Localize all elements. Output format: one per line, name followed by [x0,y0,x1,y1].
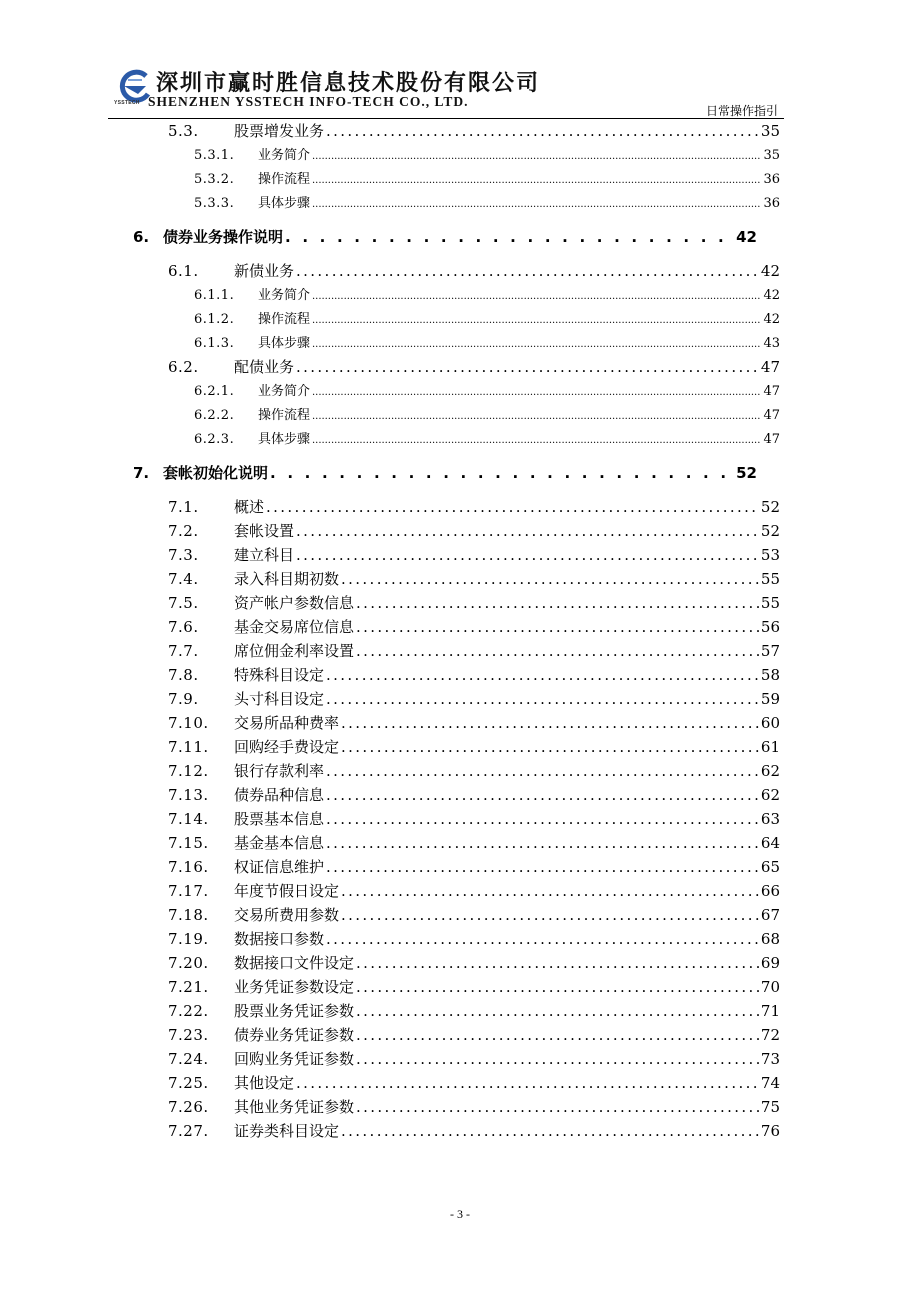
toc-entry-title: 特殊科目设定 [234,666,325,684]
toc-entry-number: 7.19. [168,930,209,948]
toc-entry-page: 42 [763,288,780,303]
toc-entry[interactable] [168,1072,780,1093]
toc-dot-leader [341,714,759,732]
toc-entry-number: 5.3.3. [194,196,235,211]
toc-entry[interactable] [168,544,780,565]
toc-entry-title: 债券品种信息 [234,786,325,804]
toc-entry-title: 资产帐户参数信息 [234,594,355,612]
toc-dot-leader [356,642,759,660]
toc-entry[interactable] [168,880,780,901]
toc-entry-title: 债券业务操作说明 [163,228,284,246]
toc-entry-number: 6.2.3. [194,432,235,447]
toc-dot-leader [326,690,759,708]
toc-entry-page: 67 [760,906,780,924]
toc-entry-number: 7.24. [168,1050,209,1068]
toc-dot-leader [326,786,759,804]
toc-dot-leader [296,358,759,376]
toc-entry[interactable] [168,356,780,377]
toc-entry-page: 42 [736,228,757,246]
toc-entry-title: 套帐设置 [234,522,295,540]
toc-entry[interactable] [168,260,780,281]
toc-entry-number: 7.6. [168,618,199,636]
toc-entry[interactable] [168,1024,780,1045]
toc-dot-leader [356,1050,759,1068]
toc-entry-number: 7.2. [168,522,199,540]
toc-entry[interactable] [168,568,780,589]
toc-entry-title: 银行存款利率 [234,762,325,780]
toc-entry[interactable] [168,496,780,517]
toc-entry[interactable] [168,592,780,613]
toc-entry-number: 7.22. [168,1002,209,1020]
toc-dot-leader [312,148,761,163]
toc-entry-page: 47 [760,358,780,376]
toc-entry-title: 债券业务凭证参数 [234,1026,355,1044]
toc-entry-page: 58 [760,666,780,684]
toc-entry-title: 录入科目期初数 [234,570,340,588]
toc-entry-page: 68 [760,930,780,948]
toc-entry[interactable] [168,520,780,541]
toc-entry-page: 57 [760,642,780,660]
logo-tag: YSSTECH [114,100,140,106]
toc-entry-page: 55 [760,570,780,588]
toc-entry-page: 74 [760,1074,780,1092]
toc-entry-title: 业务简介 [258,384,311,399]
toc-entry-number: 7.23. [168,1026,209,1044]
toc-entry-page: 55 [760,594,780,612]
toc-dot-leader [356,1098,759,1116]
toc-entry-page: 35 [760,122,780,140]
toc-entry-title: 交易所品种费率 [234,714,340,732]
toc-dot-leader [270,464,734,482]
toc-entry-title: 具体步骤 [258,336,311,351]
toc-entry-number: 7.1. [168,498,199,516]
toc-entry-number: 6.1.3. [194,336,235,351]
toc-dot-leader [326,666,759,684]
toc-entry[interactable] [168,808,780,829]
toc-entry-number: 7.13. [168,786,209,804]
toc-entry-number: 7.15. [168,834,209,852]
toc-dot-leader [312,312,761,327]
toc-dot-leader [326,930,759,948]
toc-entry-title: 套帐初始化说明 [163,464,269,482]
toc-entry-title: 数据接口参数 [234,930,325,948]
toc-entry-page: 71 [760,1002,780,1020]
toc-dot-leader [326,122,759,140]
toc-entry[interactable] [194,380,780,399]
toc-entry[interactable] [194,192,780,211]
toc-entry-number: 5.3.1. [194,148,235,163]
toc-entry[interactable] [168,856,780,877]
toc-entry-number: 6. [133,228,150,246]
toc-entry-page: 59 [760,690,780,708]
toc-entry-number: 7.14. [168,810,209,828]
toc-entry-page: 64 [760,834,780,852]
toc-dot-leader [356,618,759,636]
toc-entry-title: 建立科目 [234,546,295,564]
toc-entry-number: 7.26. [168,1098,209,1116]
toc-entry-number: 5.3.2. [194,172,235,187]
toc-entry[interactable] [168,120,780,141]
toc-entry-page: 66 [760,882,780,900]
toc-entry[interactable] [168,904,780,925]
toc-entry[interactable] [133,462,757,483]
toc-entry-title: 具体步骤 [258,196,311,211]
toc-entry-page: 42 [760,262,780,280]
toc-entry-page: 47 [763,384,780,399]
toc-entry[interactable] [194,144,780,163]
toc-entry-title: 交易所费用参数 [234,906,340,924]
toc-dot-leader [356,978,759,996]
toc-dot-leader [312,196,761,211]
toc-entry[interactable] [194,284,780,303]
toc-entry-title: 新债业务 [234,262,295,280]
toc-entry-number: 7.11. [168,738,209,756]
toc-entry-number: 7.25. [168,1074,209,1092]
toc-dot-leader [312,288,761,303]
toc-entry-title: 基金基本信息 [234,834,325,852]
toc-entry-number: 7.21. [168,978,209,996]
toc-entry-page: 75 [760,1098,780,1116]
toc-entry-page: 63 [760,810,780,828]
toc-entry-title: 操作流程 [258,312,311,327]
toc-entry-page: 70 [760,978,780,996]
toc-entry-number: 7.16. [168,858,209,876]
toc-entry[interactable] [168,784,780,805]
toc-entry-number: 7.10. [168,714,209,732]
toc-entry-number: 6.1.2. [194,312,235,327]
toc-entry-title: 权证信息维护 [234,858,325,876]
toc-entry-page: 62 [760,786,780,804]
toc-entry-page: 65 [760,858,780,876]
toc-entry-number: 6.1.1. [194,288,235,303]
toc-entry-title: 业务简介 [258,288,311,303]
toc-dot-leader [296,1074,759,1092]
toc-entry-page: 56 [760,618,780,636]
toc-entry-page: 53 [760,546,780,564]
toc-entry-number: 6.2. [168,358,199,376]
toc-entry-title: 回购经手费设定 [234,738,340,756]
toc-entry[interactable] [194,404,780,423]
toc-entry-number: 7.5. [168,594,199,612]
toc-entry[interactable] [133,226,757,247]
page-number: - 3 - [450,1207,470,1221]
toc-entry[interactable] [168,664,780,685]
toc-entry-title: 证券类科目设定 [234,1122,340,1140]
toc-entry-number: 7.27. [168,1122,209,1140]
toc-dot-leader [312,408,761,423]
toc-entry-page: 52 [760,498,780,516]
toc-entry[interactable] [168,760,780,781]
toc-entry-page: 35 [763,148,780,163]
toc-entry[interactable] [168,640,780,661]
toc-entry-page: 36 [763,196,780,211]
toc-entry-title: 股票业务凭证参数 [234,1002,355,1020]
company-name-cn: 深圳市赢时胜信息技术股份有限公司 [156,71,541,96]
toc-entry-title: 数据接口文件设定 [234,954,355,972]
toc-entry-title: 业务简介 [258,148,311,163]
toc-entry-title: 具体步骤 [258,432,311,447]
toc-entry[interactable] [194,428,780,447]
toc-entry[interactable] [168,1096,780,1117]
toc-dot-leader [326,762,759,780]
toc-entry-page: 47 [763,432,780,447]
toc-entry-title: 席位佣金利率设置 [234,642,355,660]
toc-dot-leader [341,906,759,924]
toc-entry-number: 7.12. [168,762,209,780]
toc-dot-leader [356,954,759,972]
toc-entry-title: 头寸科目设定 [234,690,325,708]
toc-dot-leader [326,858,759,876]
toc-entry-number: 7. [133,464,150,482]
toc-entry[interactable] [168,832,780,853]
toc-entry[interactable] [168,616,780,637]
header-divider [108,118,784,119]
toc-entry[interactable] [168,952,780,973]
toc-entry[interactable] [168,736,780,757]
toc-entry-number: 7.3. [168,546,199,564]
toc-dot-leader [285,228,734,246]
toc-entry[interactable] [168,712,780,733]
toc-dot-leader [312,336,761,351]
toc-entry-number: 7.20. [168,954,209,972]
toc-entry-number: 7.17. [168,882,209,900]
toc-entry-page: 69 [760,954,780,972]
toc-entry-page: 36 [763,172,780,187]
toc-entry-title: 回购业务凭证参数 [234,1050,355,1068]
toc-entry-number: 7.8. [168,666,199,684]
toc-dot-leader [266,498,759,516]
toc-entry[interactable] [194,168,780,187]
toc-entry-number: 6.2.2. [194,408,235,423]
toc-entry-page: 60 [760,714,780,732]
toc-entry-title: 年度节假日设定 [234,882,340,900]
toc-entry-page: 73 [760,1050,780,1068]
toc-entry-number: 7.18. [168,906,209,924]
toc-entry-title: 股票增发业务 [234,122,325,140]
toc-entry-page: 47 [763,408,780,423]
toc-dot-leader [341,570,759,588]
toc-entry[interactable] [168,928,780,949]
toc-entry-title: 其他业务凭证参数 [234,1098,355,1116]
company-name-en: SHENZHEN YSSTECH INFO-TECH CO., LTD. [148,94,469,109]
toc-entry-number: 5.3. [168,122,199,140]
page-header [108,60,784,120]
toc-entry[interactable] [168,1000,780,1021]
toc-entry-title: 概述 [234,498,265,516]
toc-dot-leader [356,594,759,612]
toc-dot-leader [312,172,761,187]
toc-dot-leader [341,738,759,756]
toc-dot-leader [341,882,759,900]
toc-entry-page: 76 [760,1122,780,1140]
toc-dot-leader [356,1002,759,1020]
toc-dot-leader [312,384,761,399]
toc-entry-number: 6.2.1. [194,384,235,399]
toc-entry-page: 61 [760,738,780,756]
toc-entry-title: 股票基本信息 [234,810,325,828]
toc-entry[interactable] [168,1048,780,1069]
toc-dot-leader [312,432,761,447]
toc-entry[interactable] [194,332,780,351]
document-title: 日常操作指引 [705,104,778,118]
toc-dot-leader [341,1122,759,1140]
toc-entry-page: 62 [760,762,780,780]
toc-entry-number: 7.9. [168,690,199,708]
toc-entry-title: 配债业务 [234,358,295,376]
toc-entry-title: 基金交易席位信息 [234,618,355,636]
toc-entry-number: 7.4. [168,570,199,588]
toc-entry-page: 52 [760,522,780,540]
toc-dot-leader [326,810,759,828]
toc-entry-title: 业务凭证参数设定 [234,978,355,996]
toc-entry[interactable] [168,976,780,997]
toc-entry-page: 43 [763,336,780,351]
toc-entry-page: 42 [763,312,780,327]
toc-entry[interactable] [194,308,780,327]
toc-entry-page: 52 [736,464,757,482]
toc-entry-page: 72 [760,1026,780,1044]
toc-dot-leader [356,1026,759,1044]
toc-dot-leader [296,546,759,564]
toc-dot-leader [296,522,759,540]
toc-entry-number: 6.1. [168,262,199,280]
toc-entry-title: 操作流程 [258,408,311,423]
toc-entry[interactable] [168,1120,780,1141]
toc-dot-leader [296,262,759,280]
toc-dot-leader [326,834,759,852]
toc-entry-title: 操作流程 [258,172,311,187]
toc-entry-number: 7.7. [168,642,199,660]
toc-entry-title: 其他设定 [234,1074,295,1092]
toc-entry[interactable] [168,688,780,709]
